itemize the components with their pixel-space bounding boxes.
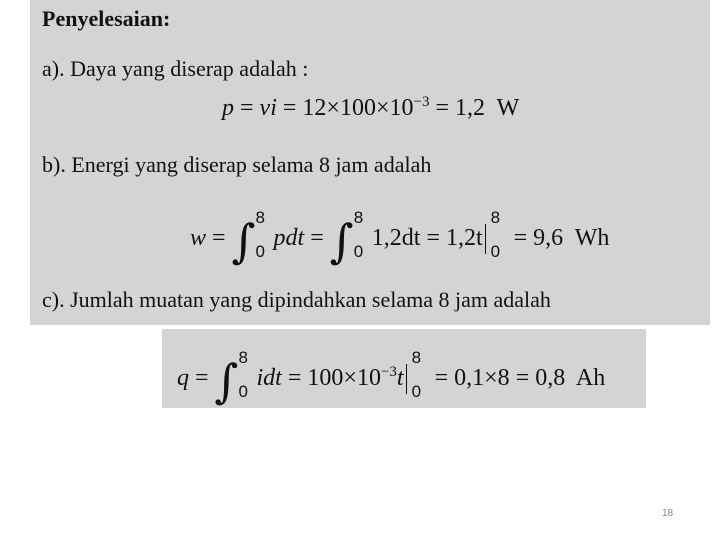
eq-a-exp: −3 — [413, 94, 430, 110]
integral-limits — [353, 208, 372, 262]
integral-limits — [255, 208, 274, 262]
equation-b: w = ∫ 8 0 pdt = ∫ 8 0 1,2dt = 1,2t 8 0 = 9,6 Wh — [190, 208, 610, 268]
eq-c-product: 0,1×8 — [454, 365, 510, 391]
eq-c-lhs: q — [177, 365, 189, 391]
eq-b-integrand1: pdt — [273, 225, 305, 251]
integral-limits — [238, 348, 257, 402]
upper-limit: 8 — [353, 208, 364, 228]
equation-a: p = vi = $12\times 100\times 10^{-3} = 1,2$ W — [222, 94, 520, 121]
integral-sign: ∫ — [329, 214, 354, 268]
evaluation-bar — [485, 208, 508, 262]
upper-limit: 8 — [411, 348, 422, 368]
upper-limit: 8 — [490, 208, 501, 228]
eq-c-coef: 100×10 — [307, 365, 381, 391]
eq-b-lhs: w — [190, 225, 207, 251]
lower-limit: 0 — [353, 242, 364, 262]
eq-c-var: t — [396, 365, 404, 391]
eq-a-expr: 12×100×10 — [302, 95, 414, 121]
lower-limit: 0 — [411, 382, 422, 402]
lower-limit: 0 — [238, 382, 248, 402]
eq-b-integrand2: 1,2dt — [371, 225, 421, 251]
eq-b-result: 9,6 — [533, 225, 564, 251]
eq-c-integrand: idt — [256, 365, 282, 391]
eq-c-result: 0,8 — [535, 365, 566, 391]
eq-a-unit: W — [496, 95, 520, 121]
eq-b-antideriv: 1,2t — [445, 225, 483, 251]
part-a-label: a). Daya yang diserap adalah : — [42, 56, 309, 81]
lower-limit: 0 — [490, 242, 501, 262]
lower-limit: 0 — [255, 242, 265, 262]
eq-a-result: 1,2 — [455, 95, 486, 121]
evaluation-bar — [406, 348, 429, 402]
integral-sign: ∫ — [214, 354, 239, 408]
solution-title: Penyelesaian: — [42, 6, 171, 31]
slide-number: 18 — [662, 508, 674, 519]
eq-c-exp: −3 — [380, 364, 397, 380]
upper-limit: 8 — [255, 208, 265, 228]
eq-c-unit: Ah — [575, 365, 606, 391]
part-b-label: b). Energi yang diserap selama 8 jam adalah — [42, 152, 432, 177]
eq-a-lhs: p — [222, 95, 234, 121]
eq-a-mid: vi — [259, 95, 277, 121]
equation-c: q = ∫ 8 0 idt = $100\times 10^{-3}t$ 8 0 = 0,1×8 = 0,8 Ah — [177, 348, 606, 408]
part-c-label: c). Jumlah muatan yang dipindahkan selama 8 jam adalah — [42, 287, 551, 312]
integral-sign: ∫ — [231, 214, 256, 268]
upper-limit: 8 — [238, 348, 248, 368]
eq-b-unit: Wh — [574, 225, 610, 251]
